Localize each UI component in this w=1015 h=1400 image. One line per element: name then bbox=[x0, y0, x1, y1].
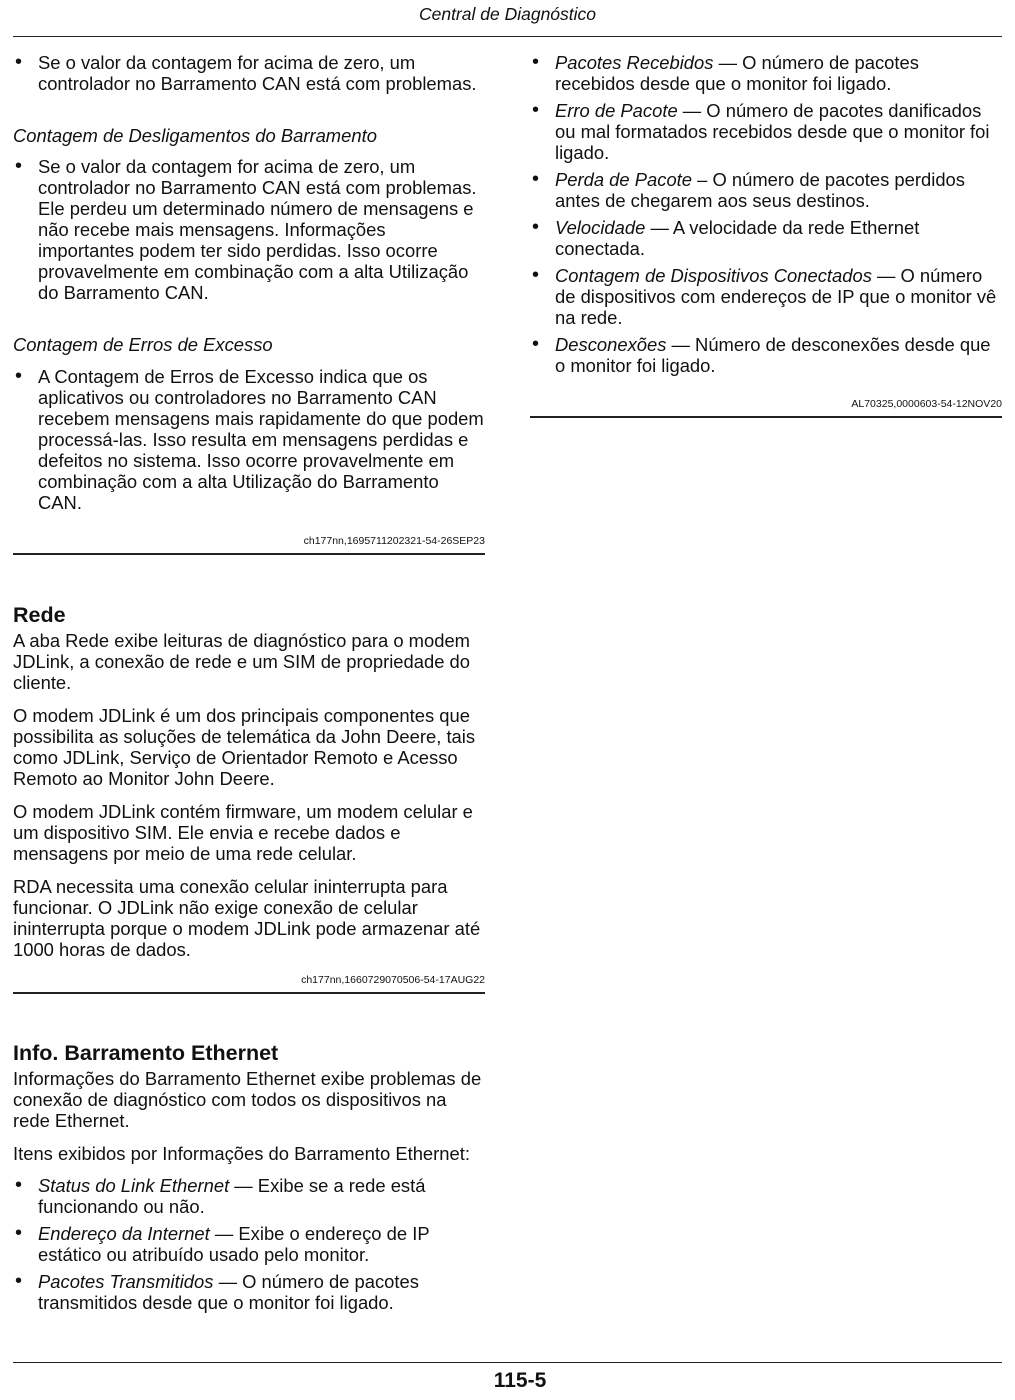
page-footer bbox=[13, 1362, 1002, 1399]
top-bullet-list bbox=[13, 52, 485, 94]
item-term: Erro de Pacote bbox=[555, 100, 678, 121]
section-title-rede: Rede bbox=[13, 603, 66, 627]
list-item bbox=[13, 1223, 485, 1265]
list-item: • Se o valor da contagem for acima de zero, um controlador no Barramento CAN está com problemas. bbox=[13, 52, 485, 94]
page-number: 115-5 bbox=[493, 1369, 547, 1392]
item-term: Pacotes Transmitidos bbox=[38, 1271, 214, 1292]
list-item bbox=[13, 1271, 485, 1313]
item-term: Desconexões bbox=[555, 334, 667, 355]
item-term: Status do Link Ethernet bbox=[38, 1175, 230, 1196]
item-desc: — A velocidade da rede Ethernet conectada. bbox=[555, 217, 920, 259]
list-item bbox=[530, 217, 1002, 259]
reference-code: ch177nn,1660729070506-54-17AUG22 bbox=[13, 974, 485, 994]
list-item bbox=[530, 169, 1002, 211]
bus-off-list bbox=[13, 156, 485, 303]
list-item: • Se o valor da contagem for acima de zero, um controlador no Barramento CAN está com problemas. Ele perdeu um determinado número de mensagens e não recebe mais mensagens. Informações importantes podem ter sido perdidas. Isso ocorre provavelmente em combinação com a alta Utilização do Barramento CAN. bbox=[13, 156, 485, 303]
item-term: Pacotes Recebidos bbox=[555, 52, 714, 73]
item-term: Endereço da Internet bbox=[38, 1223, 210, 1244]
reference-code: ch177nn,1695711202321-54-26SEP23 bbox=[13, 535, 485, 555]
item-term: Contagem de Dispositivos Conectados bbox=[555, 265, 872, 286]
item-desc: — Exibe se a rede está funcionando ou não. bbox=[38, 1175, 426, 1217]
ethernet-items-intro: Itens exibidos por Informações do Barramento Ethernet: bbox=[13, 1143, 470, 1164]
item-desc: — O número de pacotes recebidos desde que o monitor foi ligado. bbox=[555, 52, 919, 94]
item-desc: — O número de pacotes danificados ou mal formatados recebidos desde que o monitor foi ligado. bbox=[555, 100, 990, 163]
item-desc: — Número de desconexões desde que o monitor foi ligado. bbox=[555, 334, 991, 376]
item-desc: — O número de pacotes transmitidos desde que o monitor foi ligado. bbox=[38, 1271, 419, 1313]
rede-paragraph-1: A aba Rede exibe leituras de diagnóstico para o modem JDLink, a conexão de rede e um SIM de propriedade do cliente. bbox=[13, 630, 470, 693]
ethernet-stats-list bbox=[530, 52, 1002, 376]
header-title: Central de Diagnóstico bbox=[418, 4, 597, 24]
item-term: Perda de Pacote bbox=[555, 169, 693, 190]
overrun-heading: Contagem de Erros de Excesso bbox=[13, 334, 273, 355]
overrun-list bbox=[13, 366, 485, 513]
left-column bbox=[13, 52, 485, 1313]
item-desc: — O número de dispositivos com endereços de IP que o monitor vê na rede. bbox=[555, 265, 997, 328]
list-item bbox=[13, 1175, 485, 1217]
rede-paragraph-2: O modem JDLink é um dos principais componentes que possibilita as soluções de telemática da John Deere, tais como JDLink, Serviço de Orientador Remoto e Acesso Remoto ao Monitor John Deere. bbox=[13, 705, 476, 789]
section-title-ethernet: Info. Barramento Ethernet bbox=[13, 1041, 279, 1065]
list-item bbox=[530, 265, 1002, 328]
ethernet-items-list bbox=[13, 1175, 485, 1313]
page-header bbox=[13, 0, 1002, 37]
list-item: • A Contagem de Erros de Excesso indica que os aplicativos ou controladores no Barramento CAN recebem mensagens mais rapidamente do que podem processá-las. Isso resulta em mensagens perdidas e defeitos no sistema. Isso ocorre provavelmente em combinação com a alta Utilização do Barramento CAN. bbox=[13, 366, 485, 513]
ethernet-intro: Informações do Barramento Ethernet exibe problemas de conexão de diagnóstico com todos os dispositivos na rede Ethernet. bbox=[13, 1068, 482, 1131]
list-item bbox=[530, 52, 1002, 94]
bus-off-heading: Contagem de Desligamentos do Barramento bbox=[13, 125, 377, 146]
rede-paragraph-4: RDA necessita uma conexão celular ininterrupta para funcionar. O JDLink não exige conexão de celular ininterrupta porque o modem JDLink pode armazenar até 1000 horas de dados. bbox=[13, 876, 481, 960]
item-desc: — Exibe o endereço de IP estático ou atribuído usado pelo monitor. bbox=[38, 1223, 430, 1265]
reference-code: AL70325,0000603-54-12NOV20 bbox=[530, 398, 1002, 418]
item-term: Velocidade bbox=[555, 217, 646, 238]
right-column bbox=[530, 52, 1002, 418]
item-desc: – O número de pacotes perdidos antes de chegarem aos seus destinos. bbox=[555, 169, 965, 211]
list-item bbox=[530, 100, 1002, 163]
list-item bbox=[530, 334, 1002, 376]
rede-paragraph-3: O modem JDLink contém firmware, um modem celular e um dispositivo SIM. Ele envia e recebe dados e mensagens por meio de uma rede celular. bbox=[13, 801, 473, 864]
